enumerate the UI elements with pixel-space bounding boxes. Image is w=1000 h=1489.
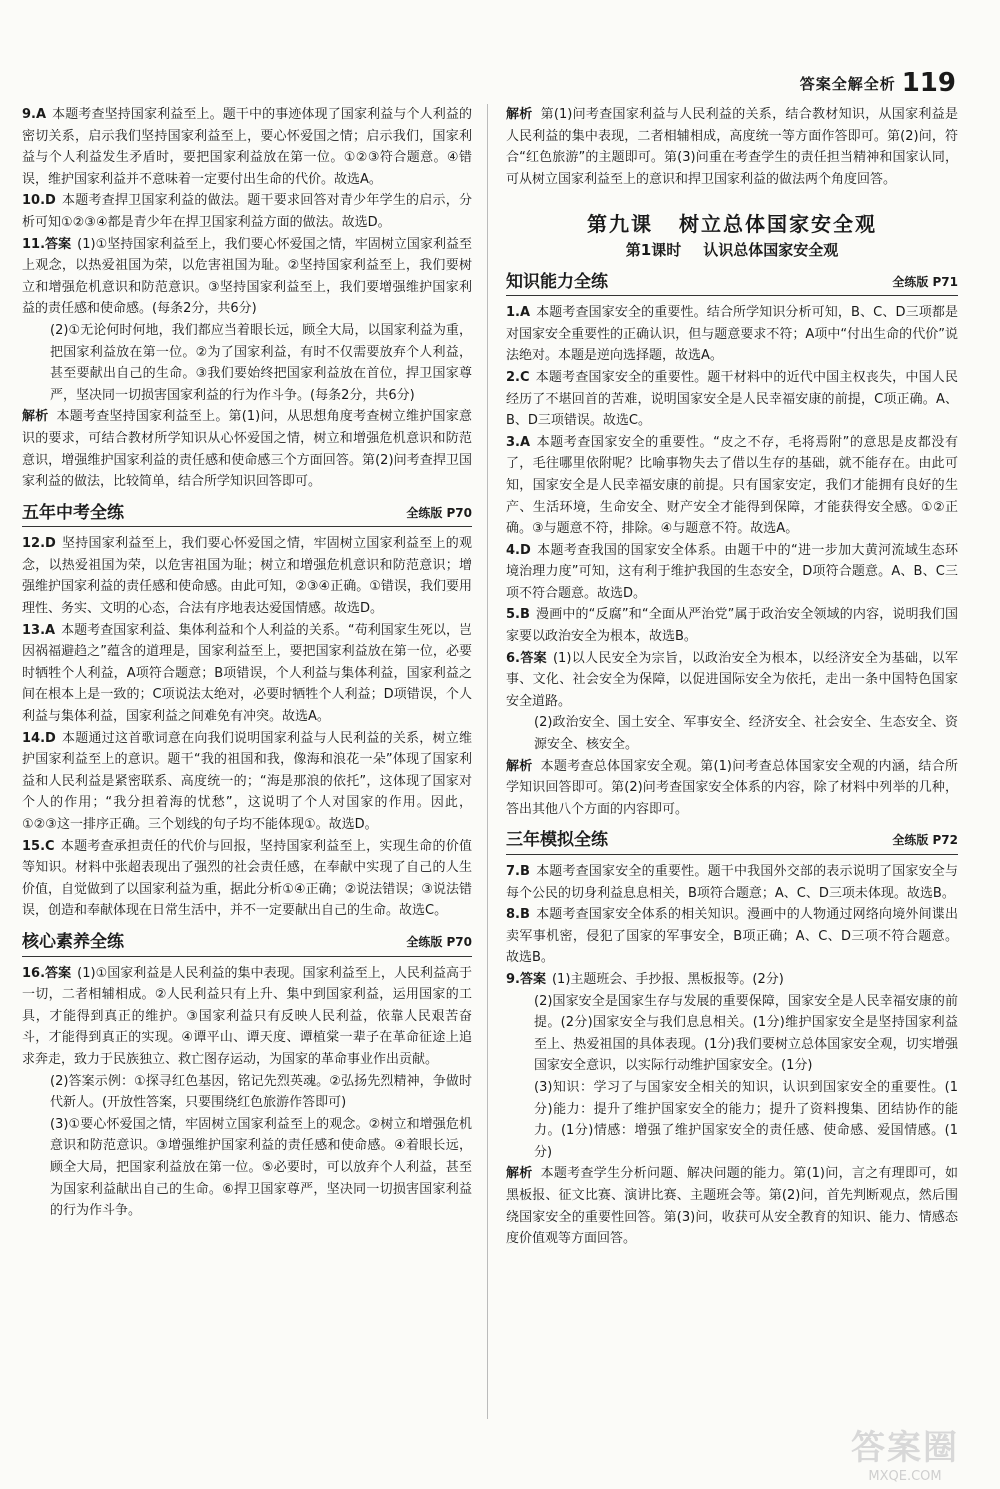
- answer-15: 15.C 本题考查承担责任的代价与回报，坚持国家利益至上，实现生命的价值等知识。材料中张超表现出了强烈的社会责任感，在奉献中实现了自己的人生价值，自觉做到了以国家利益为重，据此分析①④正确；②说法错误；③说法错误，创造和奉献体现在日常生活中，并不一定要献出自己的生命。故选C。: [22, 838, 472, 919]
- lesson-title: 第九课 树立总体国家安全观: [587, 212, 877, 237]
- watermark-logo: 答案圈: [851, 1428, 959, 1468]
- answer-2: 2.C 本题考查国家安全的重要性。题干材料中的近代中国主权丧失，中国人民经历了不堪回首的苦难，说明国家安全是人民幸福安康的前提，C项正确。A、B、D三项错误。故选C。: [506, 369, 958, 429]
- answer-16-analysis: 解析 第(1)问考查国家利益与人民利益的关系，结合教材知识，从国家利益是人民利益的集中表现，二者相辅相成，高度统一等方面作答即可。第(2)问，符合“红色旅游”的主题即可。第(3)问重在考查学生的责任担当精神和国家认同，可从树立国家利益至上的意识和捍卫国家利益的做法两个角度回答。: [506, 107, 958, 187]
- section-header-knowledge: 知识能力全练 全练版 P71: [506, 272, 958, 297]
- answer-9b-part3: (3)知识：学习了与国家安全相关的知识，认识到国家安全的重要性。(1分)能力：提升了维护国家安全的能力；提升了资料搜集、团结协作的能力。(1分)情感：增强了维护国家安全的责任感、使命感、爱国情感。(1分): [534, 1079, 958, 1160]
- answer-12: 12.D 坚持国家利益至上，我们要心怀爱国之情，牢固树立国家利益至上的观念，以热爱祖国为荣，以危害祖国为耻；树立和增强危机意识和防范意识；增强维护国家利益的责任感和使命感。由此可知，②③④正确。①错误，我们要用理性、务实、文明的心态，合法有序地表达爱国情感。故选D。: [22, 536, 472, 617]
- answer-8: 8.B 本题考查国家安全体系的相关知识。漫画中的人物通过网络向境外间谍出卖军事机密，侵犯了国家的军事安全，B项正确；A、C、D三项不符合题意。故选B。: [506, 907, 958, 966]
- section-header-five-year: 五年中考全练 全练版 P70: [22, 503, 472, 528]
- answer-9b-part2: (2)国家安全是国家生存与发展的重要保障，国家安全是人民幸福安康的前提。(2分)国家安全与我们息息相关。(1分)维护国家安全是坚持国家利益至上、热爱祖国的具体表现。(1分)我们要树立总体国家安全观，切实增强国家安全意识，以实际行动维护国家安全。(1分): [534, 993, 958, 1074]
- answer-1: 1.A 本题考查国家安全的重要性。结合所学知识分析可知，B、C、D三项都是对国家安全重要性的正确认识，但与题意要求不符；A项中“付出生命的代价”说法绝对。本题是逆向选择题，故选A。: [506, 305, 958, 364]
- answer-6-analysis: 解析 本题考查总体国家安全观。第(1)问考查总体国家安全观的内涵，结合所学知识回答即可。第(2)问考查国家安全体系的内容，除了材料中列举的几种，答出其他八个方面的内容即可。: [506, 758, 958, 817]
- page-header: [800, 66, 956, 100]
- answer-3: 3.A 本题考查国家安全的重要性。“皮之不存，毛将焉附”的意思是皮都没有了，毛往哪里依附呢？比喻事物失去了借以生存的基础，就不能存在。由此可知，国家安全是人民幸福安康的前提。只有国家安定，我们才能拥有良好的生产、生活环境，生命安全、财产安全才能得到保障，才能获得安全感。①②正确。③与题意不符，排除。④与题意不符。故选A。: [506, 434, 958, 537]
- right-column: [506, 104, 958, 1250]
- answer-4: 4.D 本题考查我国的国家安全体系。由题干中的“进一步加大黄河流域生态环境治理力度”可知，这有利于维护我国的生态安全，D项符合题意。A、B、C三项不符合题意。故选D。: [506, 542, 958, 601]
- watermark-url: MXQE.COM: [868, 1469, 942, 1484]
- answer-14: 14.D 本题通过这首歌词意在向我们说明国家利益与人民利益的关系，树立维护国家利益至上的意识。题干“我的祖国和我，像海和浪花一朵”体现了国家利益和人民利益是紧密联系、高度统一的；“海是那浪的依托”，这体现了国家对个人的作用；“我分担着海的忧愁”，这说明了个人对国家的作用。因此，①②③这一排序正确。三个划线的句子均不能体现①。故选D。: [22, 730, 472, 832]
- answer-6: 6.答案 (1)以人民安全为宗旨，以政治安全为根本，以经济安全为基础，以军事、文化、社会安全为保障，以促进国际安全为依托，走出一条中国特色国家安全道路。: [506, 650, 958, 709]
- section-header-core: 核心素养全练 全练版 P70: [22, 932, 472, 957]
- lesson-subtitle: 第1课时 认识总体国家安全观: [625, 240, 839, 259]
- answer-5: 5.B 漫画中的“反腐”和“全面从严治党”属于政治安全领域的内容，说明我们国家要以政治安全为根本，故选B。: [506, 607, 958, 645]
- answer-10: 10.D 本题考查捍卫国家利益的做法。题干要求回答对青少年学生的启示，分析可知①②③④都是青少年在捍卫国家利益方面的做法。故选D。: [22, 193, 472, 230]
- section-header-three-year: 三年模拟全练 全练版 P72: [506, 830, 958, 855]
- answer-11: 11.答案 (1)①坚持国家利益至上，我们要心怀爱国之情，牢固树立国家利益至上观念，以热爱祖国为荣，以危害祖国为耻。②坚持国家利益至上，我们要树立和增强危机意识和防范意识。③坚持国家利益至上，我们要增强维护国家利益的责任感和使命感。(每条2分，共6分): [22, 236, 473, 317]
- answer-9b: 9.答案 (1)主题班会、手抄报、黑板报等。(2分): [506, 971, 784, 987]
- watermark: [820, 1420, 990, 1486]
- header-title: 答案全解全析: [799, 74, 896, 93]
- answer-9: 9.A 本题考查坚持国家利益至上。题干中的事迹体现了国家利益与个人利益的密切关系，启示我们坚持国家利益至上，要心怀爱国之情；启示我们，国家利益与个人利益发生矛盾时，要把国家利益放在第一位。①②③符合题意。④错误，维护国家利益并不意味着一定要付出生命的代价。故选A。: [22, 107, 472, 187]
- answer-11-part2: (2)①无论何时何地，我们都应当着眼长远，顾全大局，以国家利益为重，把国家利益放在第一位。②为了国家利益，有时不仅需要放弃个人利益，甚至要献出自己的生命。③我们要始终把国家利益放在首位，捍卫国家尊严，坚决同一切损害国家利益的行为作斗争。(每条2分，共6分): [50, 322, 472, 403]
- answer-16-part2: (2)答案示例：①探寻红色基因，铭记先烈英魂。②弘扬先烈精神，争做时代新人。(开放性答案，只要围绕红色旅游作答即可): [50, 1073, 472, 1111]
- left-column: [22, 104, 472, 1222]
- column-divider: [487, 104, 488, 1419]
- answer-11-analysis: 解析 本题考查坚持国家利益至上。第(1)问，从思想角度考查树立维护国家意识的要求，可结合教材所学知识从心怀爱国之情，树立和增强危机意识和防范意识，增强维护国家利益的责任感和使命感三个方面回答。第(2)问考查捍卫国家利益的做法，比较简单，结合所学知识回答即可。: [22, 409, 472, 490]
- answer-16-part3: (3)①要心怀爱国之情，牢固树立国家利益至上的观念。②树立和增强危机意识和防范意识。③增强维护国家利益的责任感和使命感。④着眼长远，顾全大局，把国家利益放在第一位。⑤必要时，可以放弃个人利益，甚至为国家利益献出自己的生命。⑥捍卫国家尊严，坚决同一切损害国家利益的行为作斗争。: [50, 1116, 472, 1219]
- answer-6-part2: (2)政治安全、国土安全、军事安全、经济安全、社会安全、生态安全、资源安全、核安全。: [534, 715, 958, 753]
- answer-7: 7.B 本题考查国家安全的重要性。题干中我国外交部的表示说明了国家安全与每个公民的切身利益息息相关，B项符合题意；A、C、D三项未体现。故选B。: [506, 864, 958, 901]
- page-number: 119: [901, 68, 956, 98]
- answer-13: 13.A 本题考查国家利益、集体利益和个人利益的关系。“苟利国家生死以，岂因祸福避趋之”蕴含的道理是，国家利益至上，要把国家利益放在第一位，必要时牺牲个人利益，A项符合题意；B项错误，个人利益与集体利益，国家利益之间在根本上是一致的；C项说法太绝对，必要时牺牲个人利益；D项错误，个人利益与集体利益，国家利益之间难免有冲突。故选A。: [22, 622, 472, 725]
- answer-9b-analysis: 解析 本题考查学生分析问题、解决问题的能力。第(1)问，言之有理即可，如黑板报、征文比赛、演讲比赛、主题班会等。第(2)问，首先判断观点，然后围绕国家安全的重要性回答。第(3)问，收获可从安全教育的知识、能力、情感态度价值观等方面回答。: [506, 1166, 958, 1247]
- answer-16: 16.答案 (1)①国家利益是人民利益的集中表现。国家利益至上，人民利益高于一切，二者相辅相成。②人民利益只有上升、集中到国家利益，运用国家的工具，才能得到真正的维护。③国家利益只有反映人民利益，依靠人民艰苦奋斗，才能得到真正的实现。④谭平山、谭天度、谭植棠一辈子在革命征途上追求奔走，致力于民族独立、救亡图存运动，为国家的革命事业作出贡献。: [22, 965, 473, 1067]
